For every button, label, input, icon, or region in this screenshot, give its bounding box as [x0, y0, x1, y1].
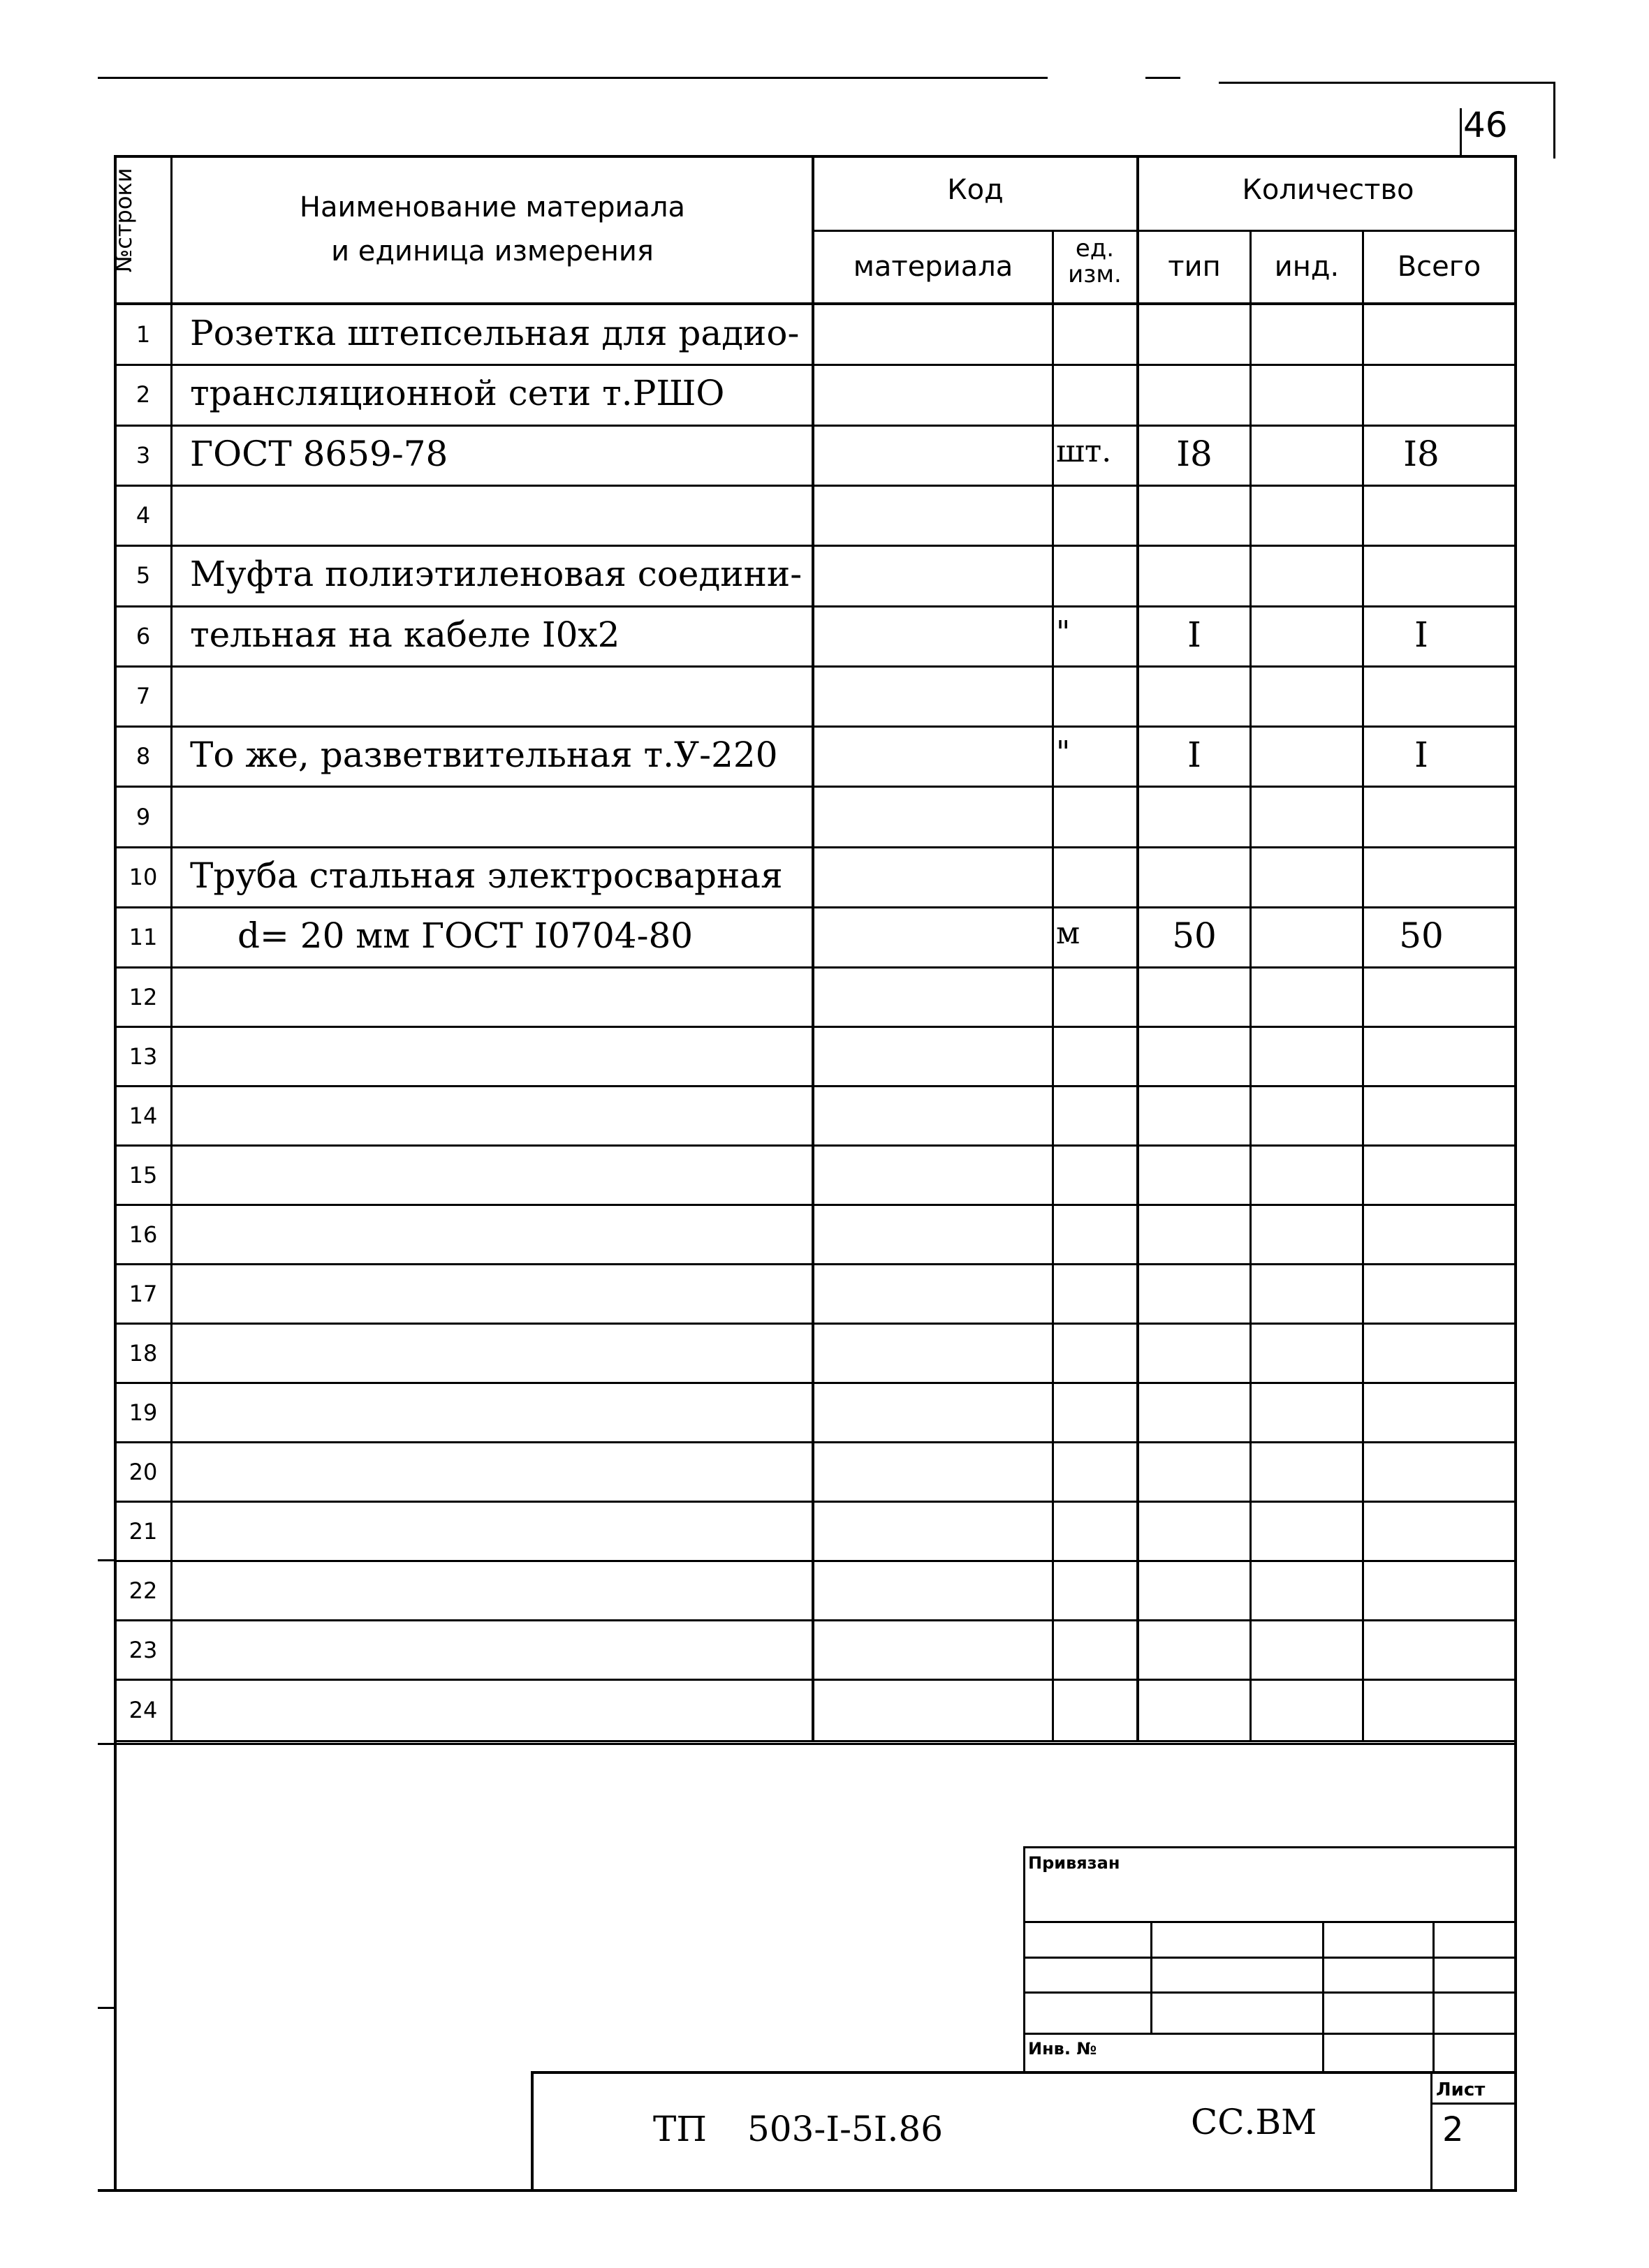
- row-number: 15: [129, 1161, 158, 1188]
- total-qty-cell: I8: [1403, 433, 1439, 474]
- row-number: 12: [129, 983, 158, 1010]
- unit-cell: ": [1056, 614, 1071, 650]
- doc-number: 503-I-5I.86: [747, 2109, 944, 2149]
- table-row: [0, 1621, 1649, 1680]
- table-row: [0, 426, 1649, 486]
- doc-mark: СС.ВМ: [1191, 2102, 1317, 2142]
- header-split-line: [813, 230, 1517, 232]
- total-qty-cell: I: [1414, 614, 1428, 655]
- table-row: [0, 1443, 1649, 1502]
- table-row: [0, 1205, 1649, 1265]
- header-name-line2: и единица измерения: [331, 235, 654, 267]
- table-row: [0, 667, 1649, 727]
- top-border-line-short: [1145, 77, 1180, 79]
- unit-cell: ": [1056, 735, 1071, 771]
- table-row: [0, 1265, 1649, 1324]
- right-frame-line: [1553, 82, 1555, 159]
- table-row: [0, 1324, 1649, 1383]
- header-code: Код: [947, 174, 1004, 206]
- table-row: [0, 727, 1649, 787]
- header-name-line1: Наименование материала: [299, 191, 686, 223]
- row-number: 8: [135, 743, 151, 770]
- row-number: 5: [135, 562, 151, 589]
- type-qty-cell: I: [1187, 614, 1201, 655]
- privyazan-top: [1025, 1846, 1517, 1848]
- type-qty-cell: I8: [1176, 433, 1212, 474]
- privyazan-line-1: [1025, 1921, 1517, 1923]
- row-number: 13: [129, 1043, 158, 1070]
- material-name: тельная на кабеле I0х2: [190, 614, 620, 655]
- header-unit: ед. изм.: [1068, 235, 1122, 289]
- table-row: [0, 546, 1649, 606]
- row-number: 19: [129, 1399, 158, 1426]
- inv-no-label: Инв. №: [1028, 2039, 1097, 2059]
- header-row-no: №строки: [110, 168, 137, 272]
- table-row: [0, 305, 1649, 365]
- row-number: 11: [129, 924, 158, 951]
- row-number: 3: [135, 441, 151, 469]
- table-row: [0, 1383, 1649, 1443]
- row-number: 4: [135, 502, 151, 529]
- row-number: 22: [129, 1577, 158, 1604]
- table-row: [0, 1561, 1649, 1621]
- type-qty-cell: I: [1187, 735, 1201, 776]
- sheet-cell-split: [1430, 2103, 1517, 2105]
- lower-frame-line: [98, 1743, 1517, 1745]
- total-qty-cell: I: [1414, 735, 1428, 776]
- material-name: трансляционной сети т.РШО: [190, 373, 725, 414]
- row-number: 24: [129, 1697, 158, 1724]
- row-number: 2: [135, 381, 151, 408]
- table-row: [0, 1502, 1649, 1561]
- privyazan-col-3: [1432, 1921, 1435, 2071]
- left-tick-2: [98, 2007, 115, 2009]
- header-total: Всего: [1397, 251, 1481, 283]
- bottom-frame-line: [98, 2189, 1517, 2192]
- row-number: 7: [135, 682, 151, 709]
- privyazan-col-1: [1150, 1921, 1152, 2033]
- row-number: 21: [129, 1517, 158, 1545]
- sheet-number: 2: [1442, 2110, 1464, 2149]
- table-row: [0, 607, 1649, 667]
- row-number: 18: [129, 1339, 158, 1367]
- left-tick-1: [98, 1559, 115, 1561]
- total-qty-cell: 50: [1399, 915, 1444, 957]
- privyazan-line-2: [1025, 1957, 1517, 1959]
- sheet-label: Лист: [1436, 2079, 1486, 2100]
- table-row: [0, 787, 1649, 847]
- top-border-line: [98, 77, 1048, 79]
- sheet-cell-left: [1430, 2071, 1432, 2191]
- table-row: [0, 486, 1649, 546]
- row-number: 14: [129, 1102, 158, 1129]
- material-name: Муфта полиэтиленовая соедини-: [190, 554, 802, 595]
- table-row: [0, 365, 1649, 425]
- header-ind: инд.: [1274, 251, 1340, 283]
- privyazan-label: Привязан: [1028, 1853, 1120, 1873]
- row-number: 17: [129, 1280, 158, 1307]
- page-number: 46: [1463, 105, 1508, 145]
- table-row: [0, 968, 1649, 1027]
- row-number: 9: [135, 803, 151, 830]
- privyazan-line-3: [1025, 1991, 1517, 1994]
- table-row: [0, 1027, 1649, 1087]
- title-block-top: [532, 2071, 1517, 2074]
- type-qty-cell: 50: [1172, 915, 1217, 957]
- table-row: [0, 1087, 1649, 1146]
- row-number: 23: [129, 1636, 158, 1663]
- header-material: материала: [853, 251, 1013, 283]
- material-name: Розетка штепсельная для радио-: [190, 313, 800, 354]
- row-number: 1: [135, 321, 151, 348]
- unit-cell: м: [1056, 915, 1080, 952]
- table-row: [0, 1680, 1649, 1742]
- row-number: 16: [129, 1221, 158, 1248]
- doc-code: ТП: [653, 2109, 707, 2149]
- material-name: ГОСТ 8659-78: [190, 433, 448, 474]
- unit-cell: шт.: [1056, 433, 1112, 469]
- row-number: 20: [129, 1458, 158, 1485]
- privyazan-left: [1023, 1846, 1025, 2071]
- row-number: 6: [135, 622, 151, 649]
- material-name: d= 20 мм ГОСТ I0704-80: [237, 915, 694, 957]
- top-border-line-right: [1219, 82, 1554, 84]
- privyazan-col-2: [1322, 1921, 1324, 2071]
- table-top-border: [114, 155, 1517, 158]
- table-row: [0, 908, 1649, 968]
- privyazan-line-4: [1025, 2033, 1517, 2035]
- table-row: [0, 1146, 1649, 1205]
- page-number-divider: [1460, 108, 1462, 157]
- table-row: [0, 848, 1649, 908]
- material-name: Труба стальная электросварная: [190, 855, 783, 896]
- header-quantity: Количество: [1242, 174, 1414, 206]
- title-block-left: [531, 2071, 534, 2191]
- material-name: То же, разветвительная т.У-220: [190, 735, 778, 776]
- header-type: тип: [1168, 251, 1221, 283]
- row-number: 10: [129, 863, 158, 890]
